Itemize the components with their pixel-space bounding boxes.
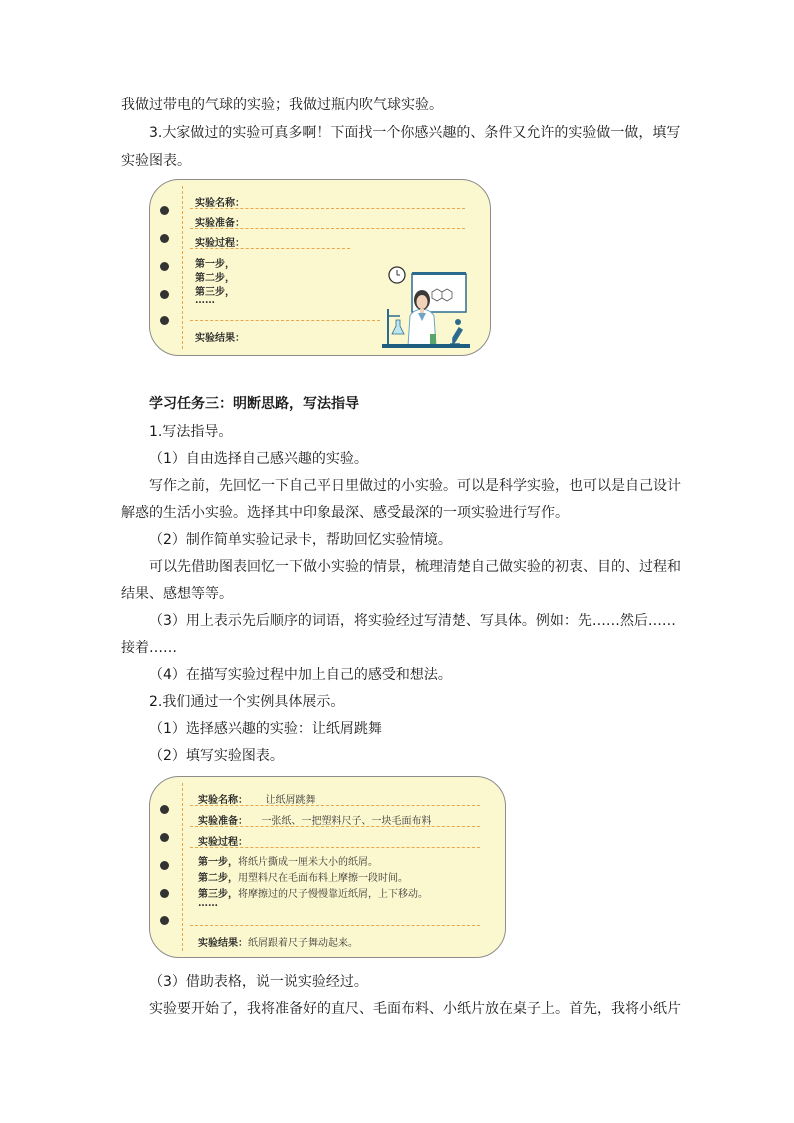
task3-heading: 学习任务三：明断思路，写法指导 [149, 396, 359, 412]
binder-hole [160, 316, 169, 325]
guide-item-3-line1: （3）用上表示先后顺序的词语，将实验经过写清楚、写具体。例如：先……然后…… [149, 613, 676, 629]
step2-row [198, 869, 408, 884]
paragraph-experiences: 我做过带电的气球的实验；我做过瓶内吹气球实验。 [121, 97, 443, 113]
process-label: 实验过程： [198, 837, 248, 848]
ellipsis: …… [195, 295, 215, 306]
guide-item-1-body-line2: 解惑的生活小实验。选择其中印象最深、感受最深的一项实验进行写作。 [121, 505, 569, 521]
binder-hole [160, 833, 169, 842]
binder-hole [160, 290, 169, 299]
paragraph-last: 实验要开始了，我将准备好的直尺、毛面布料、小纸片放在桌子上。首先，我将小纸片 [149, 1001, 681, 1017]
name-row [198, 791, 315, 806]
binder-hole [160, 234, 169, 243]
binder-hole [160, 262, 169, 271]
filled-experiment-card [149, 776, 506, 958]
guide-title: 1.写法指导。 [149, 424, 233, 440]
step3-label: 第三步， [198, 889, 238, 900]
result-row [198, 934, 358, 949]
result-label: 实验结果： [198, 938, 248, 949]
binder-hole [160, 889, 169, 898]
example-item-2: （2）填写实验图表。 [149, 748, 284, 764]
step2-label: 第二步， [198, 873, 238, 884]
example-title: 2.我们通过一个实例具体展示。 [149, 694, 345, 710]
prep-value: 一张纸、一把塑料尺子、一块毛面布料 [261, 816, 432, 827]
binder-hole [160, 805, 169, 814]
prep-label: 实验准备： [198, 816, 248, 827]
step3-row [198, 885, 428, 900]
paragraph-instruction-line2: 实验图表。 [121, 153, 191, 169]
scientist-illustration-icon [380, 264, 472, 349]
guide-item-2-body-line2: 结果、感想等等。 [121, 586, 233, 602]
step2-text: 用塑料尺在毛面布料上摩擦一段时间。 [238, 873, 408, 884]
result-value: 纸屑跟着尺子舞动起来。 [248, 938, 358, 949]
step3-text: 将摩擦过的尺子慢慢靠近纸屑，上下移动。 [238, 889, 428, 900]
result-label: 实验结果： [195, 333, 245, 344]
step1-row [198, 853, 378, 868]
name-label: 实验名称： [195, 198, 245, 209]
guide-item-4: （4）在描写实验过程中加上自己的感受和想法。 [149, 667, 452, 683]
step1-label: 第一步， [198, 857, 238, 868]
paragraph-instruction-line1: 3.大家做过的实验可真多啊！下面找一个你感兴趣的、条件又允许的实验做一做，填写 [149, 125, 681, 141]
process-label: 实验过程： [195, 238, 245, 249]
step1-label: 第一步， [195, 259, 235, 270]
prep-label: 实验准备： [195, 218, 245, 229]
prep-row [198, 812, 431, 827]
guide-item-1: （1）自由选择自己感兴趣的实验。 [149, 451, 368, 467]
binder-hole [160, 206, 169, 215]
step2-label: 第二步， [195, 273, 235, 284]
name-label: 实验名称： [198, 795, 248, 806]
name-value: 让纸屑跳舞 [265, 795, 316, 806]
binder-hole [160, 916, 169, 925]
blank-experiment-card [149, 179, 491, 356]
guide-item-2: （2）制作简单实验记录卡，帮助回忆实验情境。 [149, 532, 452, 548]
step1-text: 将纸片撕成一厘米大小的纸屑。 [238, 857, 378, 868]
guide-item-3-line2: 接着…… [121, 640, 177, 656]
example-item-3: （3）借助表格，说一说实验经过。 [149, 974, 368, 990]
ellipsis: …… [198, 898, 218, 909]
guide-item-1-body-line1: 写作之前，先回忆一下自己平日里做过的小实验。可以是科学实验，也可以是自己设计 [149, 478, 681, 494]
binder-hole [160, 861, 169, 870]
step3-label: 第三步， [195, 287, 235, 298]
example-item-1: （1）选择感兴趣的实验：让纸屑跳舞 [149, 721, 382, 737]
guide-item-2-body-line1: 可以先借助图表回忆一下做小实验的情景，梳理清楚自己做实验的初衷、目的、过程和 [149, 559, 681, 575]
